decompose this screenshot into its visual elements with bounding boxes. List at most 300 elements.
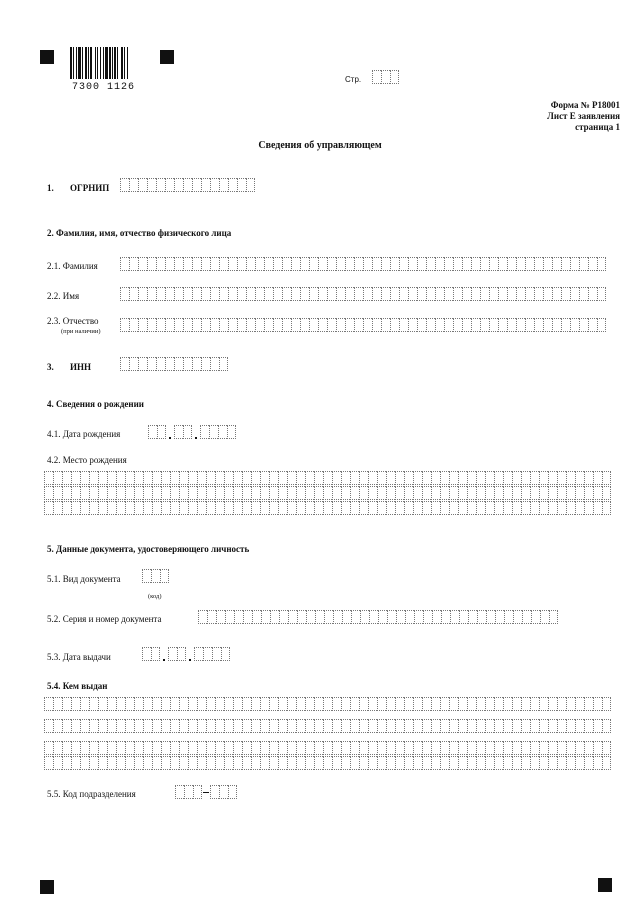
char-cell[interactable] [287, 697, 296, 711]
char-cell[interactable] [152, 486, 161, 500]
char-cell[interactable] [422, 697, 431, 711]
char-cell[interactable] [147, 257, 156, 271]
char-cell[interactable] [570, 318, 579, 332]
char-cell[interactable] [198, 610, 207, 624]
char-cell[interactable] [444, 287, 453, 301]
char-cell[interactable] [453, 257, 462, 271]
char-cell[interactable] [539, 697, 548, 711]
char-cell[interactable] [543, 257, 552, 271]
char-cell[interactable] [147, 178, 156, 192]
char-cell[interactable] [273, 318, 282, 332]
char-cell[interactable] [570, 287, 579, 301]
char-cell[interactable] [183, 287, 192, 301]
char-cell[interactable] [530, 697, 539, 711]
char-cell[interactable] [566, 756, 575, 770]
char-cell[interactable] [359, 756, 368, 770]
char-cell[interactable] [540, 610, 549, 624]
char-cell[interactable] [323, 501, 332, 515]
char-cell[interactable] [179, 486, 188, 500]
char-cell[interactable] [566, 471, 575, 485]
char-cell[interactable] [237, 178, 246, 192]
char-cell[interactable] [44, 756, 53, 770]
char-cell[interactable] [359, 501, 368, 515]
char-cell[interactable] [318, 287, 327, 301]
char-cell[interactable] [485, 501, 494, 515]
char-cell[interactable] [161, 697, 170, 711]
char-cell[interactable] [593, 501, 602, 515]
char-cell[interactable] [440, 501, 449, 515]
char-cell[interactable] [458, 741, 467, 755]
char-cell[interactable] [588, 287, 597, 301]
char-cell[interactable] [89, 719, 98, 733]
char-cell[interactable] [368, 486, 377, 500]
char-cell[interactable] [426, 318, 435, 332]
char-cell[interactable] [408, 287, 417, 301]
char-cell[interactable] [503, 486, 512, 500]
char-cell[interactable] [305, 471, 314, 485]
char-cell[interactable] [165, 287, 174, 301]
char-cell[interactable] [413, 719, 422, 733]
char-cell[interactable] [287, 486, 296, 500]
char-cell[interactable] [233, 756, 242, 770]
char-cell[interactable] [197, 486, 206, 500]
char-cell[interactable] [309, 257, 318, 271]
char-cell[interactable] [161, 741, 170, 755]
char-cell[interactable] [386, 756, 395, 770]
char-cell[interactable] [530, 756, 539, 770]
char-cell[interactable] [264, 287, 273, 301]
char-cell[interactable] [557, 719, 566, 733]
char-cell[interactable] [507, 287, 516, 301]
char-cell[interactable] [242, 719, 251, 733]
char-cell[interactable] [251, 697, 260, 711]
char-cell[interactable] [377, 741, 386, 755]
char-cell[interactable] [134, 501, 143, 515]
char-cell[interactable] [534, 287, 543, 301]
char-cell[interactable] [593, 741, 602, 755]
char-cell[interactable] [143, 697, 152, 711]
char-cell[interactable] [399, 287, 408, 301]
char-cell[interactable] [440, 756, 449, 770]
char-cell[interactable] [296, 756, 305, 770]
cell-group[interactable] [168, 647, 186, 661]
char-cell[interactable] [62, 741, 71, 755]
char-cell[interactable] [134, 719, 143, 733]
char-cell[interactable] [282, 318, 291, 332]
char-cell[interactable] [485, 719, 494, 733]
char-cell[interactable] [152, 471, 161, 485]
char-cell[interactable] [458, 697, 467, 711]
char-cell[interactable] [165, 318, 174, 332]
char-cell[interactable] [422, 471, 431, 485]
char-cell[interactable] [426, 257, 435, 271]
char-cell[interactable] [170, 741, 179, 755]
char-cell[interactable] [218, 425, 227, 439]
char-cell[interactable] [125, 697, 134, 711]
char-cell[interactable] [354, 318, 363, 332]
surname-cells[interactable] [120, 257, 606, 271]
char-cell[interactable] [462, 287, 471, 301]
char-cell[interactable] [296, 471, 305, 485]
char-cell[interactable] [192, 178, 201, 192]
name-cells[interactable] [120, 287, 606, 301]
char-cell[interactable] [156, 318, 165, 332]
char-cell[interactable] [512, 756, 521, 770]
char-cell[interactable] [516, 287, 525, 301]
char-cell[interactable] [512, 501, 521, 515]
char-cell[interactable] [44, 501, 53, 515]
char-cell[interactable] [255, 257, 264, 271]
char-cell[interactable] [270, 610, 279, 624]
char-cell[interactable] [206, 501, 215, 515]
char-cell[interactable] [129, 287, 138, 301]
char-cell[interactable] [440, 719, 449, 733]
char-cell[interactable] [323, 756, 332, 770]
char-cell[interactable] [489, 287, 498, 301]
patronymic-cells[interactable] [120, 318, 606, 332]
char-cell[interactable] [53, 486, 62, 500]
char-cell[interactable] [435, 257, 444, 271]
char-cell[interactable] [125, 741, 134, 755]
char-cell[interactable] [156, 287, 165, 301]
char-cell[interactable] [98, 501, 107, 515]
char-cell[interactable] [584, 471, 593, 485]
char-cell[interactable] [422, 501, 431, 515]
birth-date-cells[interactable] [148, 425, 236, 439]
char-cell[interactable] [98, 697, 107, 711]
char-cell[interactable] [107, 486, 116, 500]
char-cell[interactable] [183, 318, 192, 332]
cell-group[interactable] [210, 785, 237, 799]
char-cell[interactable] [246, 318, 255, 332]
char-cell[interactable] [584, 486, 593, 500]
char-cell[interactable] [215, 486, 224, 500]
char-cell[interactable] [219, 785, 228, 799]
char-cell[interactable] [432, 610, 441, 624]
char-cell[interactable] [288, 610, 297, 624]
char-cell[interactable] [332, 697, 341, 711]
char-cell[interactable] [201, 318, 210, 332]
char-cell[interactable] [530, 501, 539, 515]
char-cell[interactable] [561, 257, 570, 271]
char-cell[interactable] [507, 257, 516, 271]
char-cell[interactable] [201, 257, 210, 271]
char-cell[interactable] [125, 756, 134, 770]
issue-date-cells[interactable] [142, 647, 230, 661]
char-cell[interactable] [498, 318, 507, 332]
char-cell[interactable] [210, 178, 219, 192]
char-cell[interactable] [477, 610, 486, 624]
char-cell[interactable] [129, 257, 138, 271]
char-cell[interactable] [116, 741, 125, 755]
char-cell[interactable] [246, 257, 255, 271]
char-cell[interactable] [318, 257, 327, 271]
char-cell[interactable] [168, 647, 177, 661]
char-cell[interactable] [210, 785, 219, 799]
char-cell[interactable] [516, 318, 525, 332]
char-cell[interactable] [156, 178, 165, 192]
char-cell[interactable] [138, 257, 147, 271]
char-cell[interactable] [386, 697, 395, 711]
char-cell[interactable] [453, 318, 462, 332]
char-cell[interactable] [219, 318, 228, 332]
char-cell[interactable] [89, 697, 98, 711]
char-cell[interactable] [233, 719, 242, 733]
char-cell[interactable] [80, 697, 89, 711]
char-cell[interactable] [134, 697, 143, 711]
char-cell[interactable] [548, 741, 557, 755]
char-cell[interactable] [228, 785, 237, 799]
char-cell[interactable] [467, 501, 476, 515]
char-cell[interactable] [327, 287, 336, 301]
char-cell[interactable] [170, 486, 179, 500]
char-cell[interactable] [207, 610, 216, 624]
char-cell[interactable] [597, 257, 606, 271]
char-cell[interactable] [53, 741, 62, 755]
char-cell[interactable] [503, 756, 512, 770]
char-cell[interactable] [417, 257, 426, 271]
char-cell[interactable] [297, 610, 306, 624]
char-cell[interactable] [395, 697, 404, 711]
char-cell[interactable] [440, 471, 449, 485]
char-cell[interactable] [422, 741, 431, 755]
char-cell[interactable] [305, 719, 314, 733]
char-cell[interactable] [462, 318, 471, 332]
char-cell[interactable] [278, 471, 287, 485]
char-cell[interactable] [381, 287, 390, 301]
char-cell[interactable] [575, 719, 584, 733]
char-cell[interactable] [485, 471, 494, 485]
char-cell[interactable] [507, 318, 516, 332]
char-cell[interactable] [341, 697, 350, 711]
char-cell[interactable] [413, 471, 422, 485]
char-cell[interactable] [431, 756, 440, 770]
char-cell[interactable] [183, 178, 192, 192]
char-cell[interactable] [174, 287, 183, 301]
char-cell[interactable] [242, 741, 251, 755]
char-cell[interactable] [386, 719, 395, 733]
char-cell[interactable] [175, 785, 184, 799]
char-cell[interactable] [306, 610, 315, 624]
char-cell[interactable] [404, 486, 413, 500]
char-cell[interactable] [138, 287, 147, 301]
char-cell[interactable] [224, 486, 233, 500]
char-cell[interactable] [476, 741, 485, 755]
char-cell[interactable] [602, 697, 611, 711]
birth-place-row-1[interactable] [44, 471, 611, 485]
char-cell[interactable] [566, 719, 575, 733]
char-cell[interactable] [225, 610, 234, 624]
char-cell[interactable] [120, 318, 129, 332]
char-cell[interactable] [291, 257, 300, 271]
char-cell[interactable] [71, 697, 80, 711]
char-cell[interactable] [440, 697, 449, 711]
char-cell[interactable] [449, 741, 458, 755]
char-cell[interactable] [179, 697, 188, 711]
char-cell[interactable] [566, 486, 575, 500]
char-cell[interactable] [71, 719, 80, 733]
char-cell[interactable] [161, 756, 170, 770]
char-cell[interactable] [305, 741, 314, 755]
char-cell[interactable] [215, 756, 224, 770]
char-cell[interactable] [296, 486, 305, 500]
char-cell[interactable] [210, 257, 219, 271]
char-cell[interactable] [291, 287, 300, 301]
char-cell[interactable] [228, 318, 237, 332]
char-cell[interactable] [593, 486, 602, 500]
char-cell[interactable] [593, 697, 602, 711]
char-cell[interactable] [530, 741, 539, 755]
char-cell[interactable] [494, 486, 503, 500]
char-cell[interactable] [260, 486, 269, 500]
char-cell[interactable] [422, 719, 431, 733]
char-cell[interactable] [314, 471, 323, 485]
char-cell[interactable] [300, 287, 309, 301]
char-cell[interactable] [368, 501, 377, 515]
char-cell[interactable] [480, 257, 489, 271]
char-cell[interactable] [174, 318, 183, 332]
char-cell[interactable] [188, 471, 197, 485]
char-cell[interactable] [395, 741, 404, 755]
char-cell[interactable] [458, 501, 467, 515]
char-cell[interactable] [336, 287, 345, 301]
char-cell[interactable] [219, 287, 228, 301]
char-cell[interactable] [458, 471, 467, 485]
char-cell[interactable] [552, 318, 561, 332]
char-cell[interactable] [341, 486, 350, 500]
char-cell[interactable] [143, 756, 152, 770]
char-cell[interactable] [309, 318, 318, 332]
char-cell[interactable] [512, 697, 521, 711]
char-cell[interactable] [89, 486, 98, 500]
char-cell[interactable] [350, 471, 359, 485]
char-cell[interactable] [206, 741, 215, 755]
char-cell[interactable] [377, 471, 386, 485]
char-cell[interactable] [417, 318, 426, 332]
char-cell[interactable] [350, 697, 359, 711]
char-cell[interactable] [552, 287, 561, 301]
char-cell[interactable] [242, 486, 251, 500]
char-cell[interactable] [264, 318, 273, 332]
char-cell[interactable] [359, 471, 368, 485]
char-cell[interactable] [404, 756, 413, 770]
char-cell[interactable] [278, 756, 287, 770]
char-cell[interactable] [525, 318, 534, 332]
char-cell[interactable] [521, 697, 530, 711]
char-cell[interactable] [252, 610, 261, 624]
char-cell[interactable] [44, 471, 53, 485]
char-cell[interactable] [579, 287, 588, 301]
char-cell[interactable] [251, 719, 260, 733]
char-cell[interactable] [156, 357, 165, 371]
char-cell[interactable] [151, 569, 160, 583]
char-cell[interactable] [174, 178, 183, 192]
char-cell[interactable] [495, 610, 504, 624]
char-cell[interactable] [179, 471, 188, 485]
char-cell[interactable] [476, 486, 485, 500]
char-cell[interactable] [404, 697, 413, 711]
char-cell[interactable] [188, 756, 197, 770]
char-cell[interactable] [305, 501, 314, 515]
char-cell[interactable] [233, 741, 242, 755]
char-cell[interactable] [534, 257, 543, 271]
char-cell[interactable] [444, 257, 453, 271]
char-cell[interactable] [219, 357, 228, 371]
char-cell[interactable] [323, 486, 332, 500]
cell-group[interactable] [142, 647, 160, 661]
char-cell[interactable] [161, 471, 170, 485]
char-cell[interactable] [489, 257, 498, 271]
char-cell[interactable] [138, 178, 147, 192]
char-cell[interactable] [494, 756, 503, 770]
char-cell[interactable] [246, 178, 255, 192]
char-cell[interactable] [203, 647, 212, 661]
char-cell[interactable] [197, 756, 206, 770]
char-cell[interactable] [269, 471, 278, 485]
char-cell[interactable] [449, 486, 458, 500]
char-cell[interactable] [350, 741, 359, 755]
char-cell[interactable] [165, 357, 174, 371]
birth-place-row-3[interactable] [44, 501, 611, 515]
char-cell[interactable] [323, 471, 332, 485]
char-cell[interactable] [134, 756, 143, 770]
char-cell[interactable] [390, 287, 399, 301]
cell-group[interactable] [175, 785, 202, 799]
char-cell[interactable] [588, 257, 597, 271]
cell-group[interactable] [194, 647, 230, 661]
char-cell[interactable] [512, 719, 521, 733]
char-cell[interactable] [260, 697, 269, 711]
char-cell[interactable] [503, 719, 512, 733]
char-cell[interactable] [125, 501, 134, 515]
char-cell[interactable] [143, 486, 152, 500]
char-cell[interactable] [575, 697, 584, 711]
char-cell[interactable] [341, 471, 350, 485]
issued-by-row-4[interactable] [44, 756, 611, 770]
char-cell[interactable] [530, 471, 539, 485]
char-cell[interactable] [359, 741, 368, 755]
char-cell[interactable] [134, 486, 143, 500]
char-cell[interactable] [489, 318, 498, 332]
char-cell[interactable] [161, 719, 170, 733]
char-cell[interactable] [260, 501, 269, 515]
char-cell[interactable] [341, 741, 350, 755]
char-cell[interactable] [381, 257, 390, 271]
char-cell[interactable] [296, 719, 305, 733]
char-cell[interactable] [116, 486, 125, 500]
char-cell[interactable] [53, 719, 62, 733]
char-cell[interactable] [98, 756, 107, 770]
char-cell[interactable] [426, 287, 435, 301]
char-cell[interactable] [557, 471, 566, 485]
char-cell[interactable] [215, 697, 224, 711]
char-cell[interactable] [467, 741, 476, 755]
char-cell[interactable] [278, 719, 287, 733]
char-cell[interactable] [504, 610, 513, 624]
char-cell[interactable] [120, 178, 129, 192]
char-cell[interactable] [53, 501, 62, 515]
char-cell[interactable] [413, 741, 422, 755]
char-cell[interactable] [503, 471, 512, 485]
char-cell[interactable] [152, 756, 161, 770]
char-cell[interactable] [476, 719, 485, 733]
char-cell[interactable] [597, 287, 606, 301]
char-cell[interactable] [282, 287, 291, 301]
char-cell[interactable] [228, 178, 237, 192]
char-cell[interactable] [233, 501, 242, 515]
char-cell[interactable] [368, 719, 377, 733]
char-cell[interactable] [251, 471, 260, 485]
